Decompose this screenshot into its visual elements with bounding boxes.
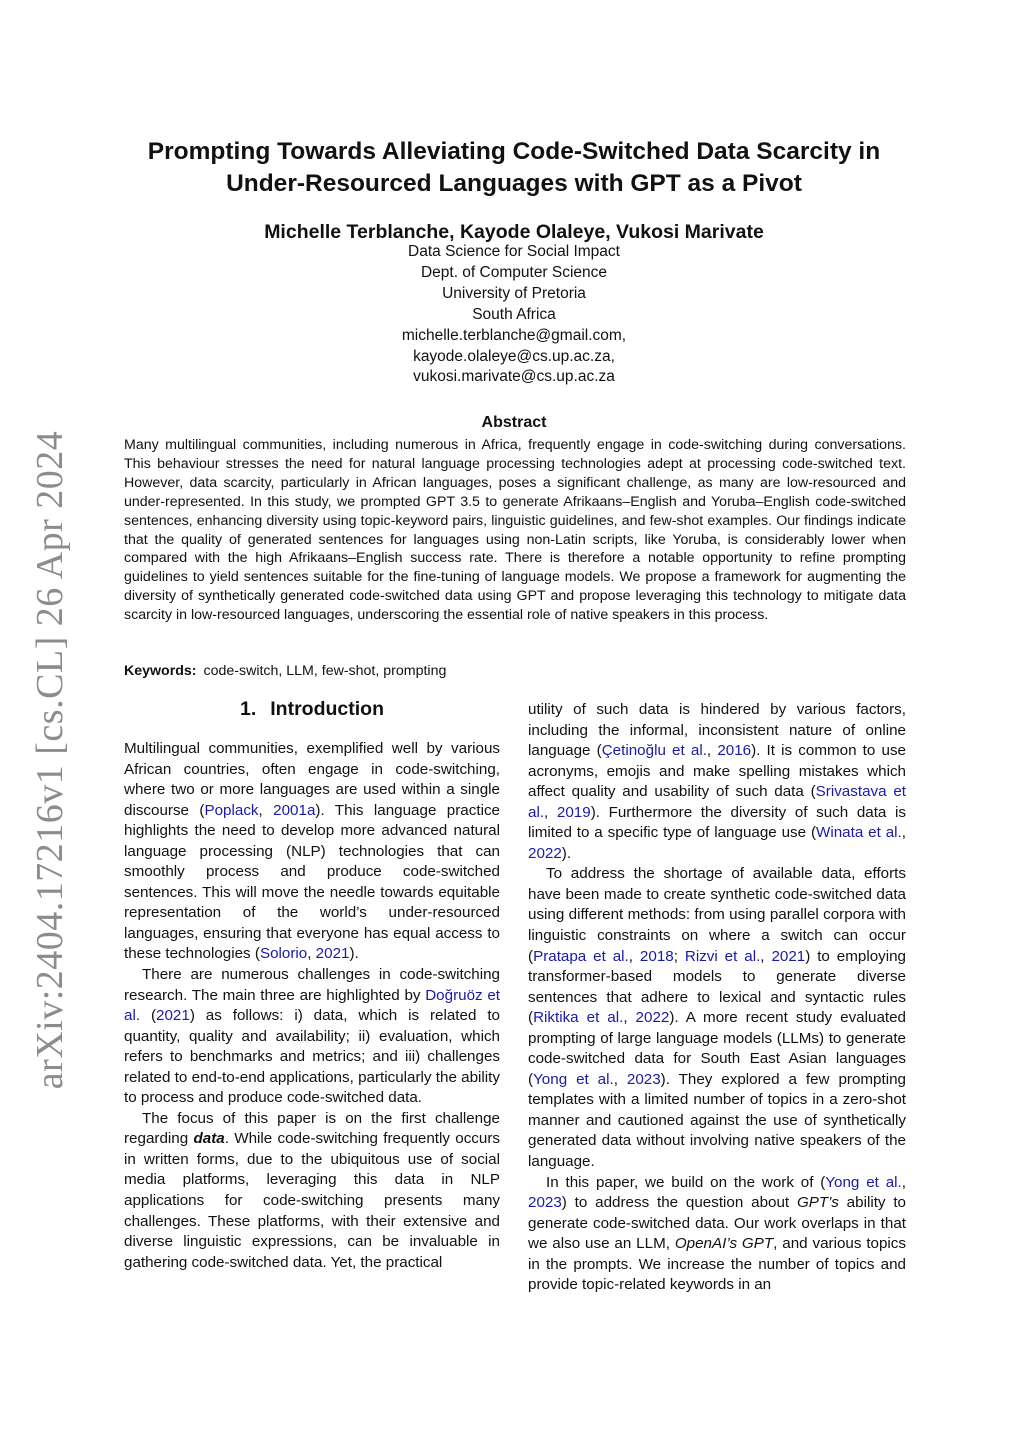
text-run: , and various topics in the prompts. We increase the number of topics and provide topic-related keywords in an [528,1235,906,1294]
citation-link[interactable]: Çetinoğlu et al. [601,742,707,760]
section-heading-introduction [124,697,500,721]
keywords-label: Keywords: [124,663,197,679]
emphasis-data: data [193,1130,225,1148]
title-line-1: Prompting Towards Alleviating Code-Switched Data Scarcity in [147,138,881,165]
text-run: , [613,1070,627,1088]
text-run: ; [673,947,685,965]
citation-link[interactable]: Yong et al. [533,1070,614,1088]
text-run: , [901,824,906,842]
affiliation-line: Dept. of Computer Science [420,263,608,281]
keywords-line [124,662,906,681]
abstract-text: Many multilingual communities, including numerous in Africa, frequently engage in code-switching during conversations. This behaviour stresses the need for natural language processing technologies adept at processing code-switched text. However, data scarcity, particularly in African languages, poses a significant challenge, as many are low-resourced and under-represented. In this study, we prompted GPT 3.5 to generate Afrikaans–English and Yoruba–English code-switched sentences, enhancing diversity using topic-keyword pairs, linguistic guidelines, and few-shot examples. Our findings indicate that the quality of generated sentences for languages using non-Latin scripts, like Yoruba, is considerably lower when compared with the high Afrikaans–English success rate. There is therefore a notable opportunity to refine prompting guidelines to yield sentences suitable for the fine-tuning of language models. We propose a framework for augmenting the diversity of synthetically generated code-switched data using GPT and propose leveraging this technology to mitigate data scarcity in low-resourced languages, underscoring the essential role of native speakers in this process. [124,437,906,624]
text-run: ) to address the question about [561,1194,797,1212]
text-run: ). This language practice highlights the need to develop more advanced natural language processing (NLP) technologies that can smoothly process and produce code-switched sentences. This will move the needle towards equitable representation of the world’s under-resourced languages, ensuring that everyone has equal access to these technologies ( [124,801,500,963]
citation-link[interactable]: Solorio [259,945,308,963]
citation-link[interactable]: 2016 [717,742,752,760]
text-run: , [706,742,718,760]
text-run: ) to employing transformer-based models to generate diverse sentences that adhere to lexical and syntactic rules ( [528,947,906,1027]
citation-link[interactable]: Pratapa et al. [533,947,629,965]
email-line: vukosi.marivate@cs.up.ac.za [413,368,615,386]
citation-link[interactable]: Winata et al. [816,824,902,842]
affiliation-line: University of Pretoria [442,284,586,302]
citation-link[interactable]: 2022 [528,844,562,862]
text-run: ). They explored a few prompting templates with a limited number of topics in a zero-shot manner and cautioned against the use of synthetically generated data without involving native speakers of the language. [528,1070,906,1171]
text-run: ). Furthermore the diversity of such data is limited to a specific type of language use ( [528,803,906,842]
text-run: ). [349,945,359,963]
abstract-heading: Abstract [481,414,547,431]
citation-link[interactable]: 2021 [771,947,806,965]
text-run: , [760,947,772,965]
text-run: There are numerous challenges in code-switching research. The main three are highlighted by [124,966,500,1004]
right-column [528,700,906,1296]
text-run: , [307,945,316,963]
emphasis-gpt: GPT’s [796,1194,839,1212]
citation-link[interactable]: 2023 [528,1194,562,1212]
text-run: , [623,1009,636,1027]
text-run: To address the shortage of available data, efforts have been made to create synthetic code-switched data using different methods: from using parallel corpora with linguistic constraints on where a switch can occur ( [528,865,906,965]
citation-link[interactable]: 2001a [273,801,316,819]
text-run: ) as follows: i) data, which is related to quantity, quality and availability; ii) evaluation, which refers to benchmarks and metrics; and iii) challenges related to end-to-end applications, particularly the ability to process and produce code-switched data. [124,1007,501,1107]
title-line-2: Under-Resourced Languages with GPT as a Pivot [226,170,802,197]
paragraph [528,864,906,1172]
text-run: . While code-switching frequently occurs in written forms, due to the ubiquitous use of social media platforms, leveraging this data in NLP applications for code-switching presents many challenges. These platforms, with their extensive and diverse linguistic expressions, can be invaluable in gathering code-switched data. Yet, the practical [124,1130,501,1271]
citation-link[interactable]: 2018 [639,947,674,965]
author-list: Michelle Terblanche, Kayode Olaleye, Vukosi Marivate [264,221,764,243]
citation-link[interactable]: 2021 [315,945,350,963]
section-number: 1. [240,698,257,720]
citation-link[interactable]: Poplack [204,801,259,819]
text-run: In this paper, we build on the work of ( [546,1173,826,1191]
text-run: , [258,801,274,819]
left-column [124,739,500,1273]
text-run: , [628,947,640,965]
text-run: Multilingual communities, exemplified well by various African countries, often engage in code-switching, where two or more languages are used within a single discourse ( [124,740,500,819]
citation-link[interactable]: Yong et al. [825,1173,902,1191]
paragraph [124,1109,500,1273]
text-run: ). It is common to use acronyms, emojis and make spelling mistakes which affect quality and usability of such data ( [528,742,906,801]
affiliation-line: Data Science for Social Impact [408,243,620,260]
email-line: kayode.olaleye@cs.up.ac.za, [413,347,615,365]
text-run: ). [561,844,572,862]
paragraph [124,965,500,1109]
citation-link[interactable]: 2021 [156,1007,190,1025]
citation-link[interactable]: 2022 [635,1009,670,1027]
text-run: The focus of this paper is on the first challenge regarding [124,1109,500,1148]
emphasis-openai-gpt: OpenAI’s GPT [674,1235,774,1253]
text-run: ). A more recent study evaluated prompting of large language models (LLMs) to generate code-switched data for South East Asian languages ( [528,1009,906,1088]
citation-link[interactable]: 2019 [556,803,591,821]
text-run: utility of such data is hindered by various factors, including the informal, inconsistent nature of online language ( [528,701,906,760]
keywords-value: code-switch, LLM, few-shot, prompting [203,663,447,679]
arxiv-identifier-stamp: arXiv:2404.17216v1 [cs.CL] 26 Apr 2024 [29,430,71,1090]
paragraph [124,739,500,965]
affiliation-line: South Africa [472,305,556,323]
citation-link[interactable]: Riktika et al. [533,1009,624,1027]
paper-title [120,136,908,200]
section-title: Introduction [270,698,384,720]
paragraph [528,700,906,864]
email-line: michelle.terblanche@gmail.com, [401,326,627,344]
affiliation-block [120,242,908,388]
citation-link[interactable]: Srivastava et al. [528,783,906,821]
text-run: ability to generate code-switched data. Our work overlaps in that we also use an LLM, [528,1194,906,1253]
text-run: ( [140,1007,157,1025]
citation-link[interactable]: 2023 [626,1070,661,1088]
text-run: , [901,1173,906,1191]
citation-link[interactable]: Rizvi et al. [684,947,761,965]
text-run: , [544,803,557,821]
paragraph [528,1173,906,1296]
citation-link[interactable]: Doğruöz et al. [124,986,500,1025]
